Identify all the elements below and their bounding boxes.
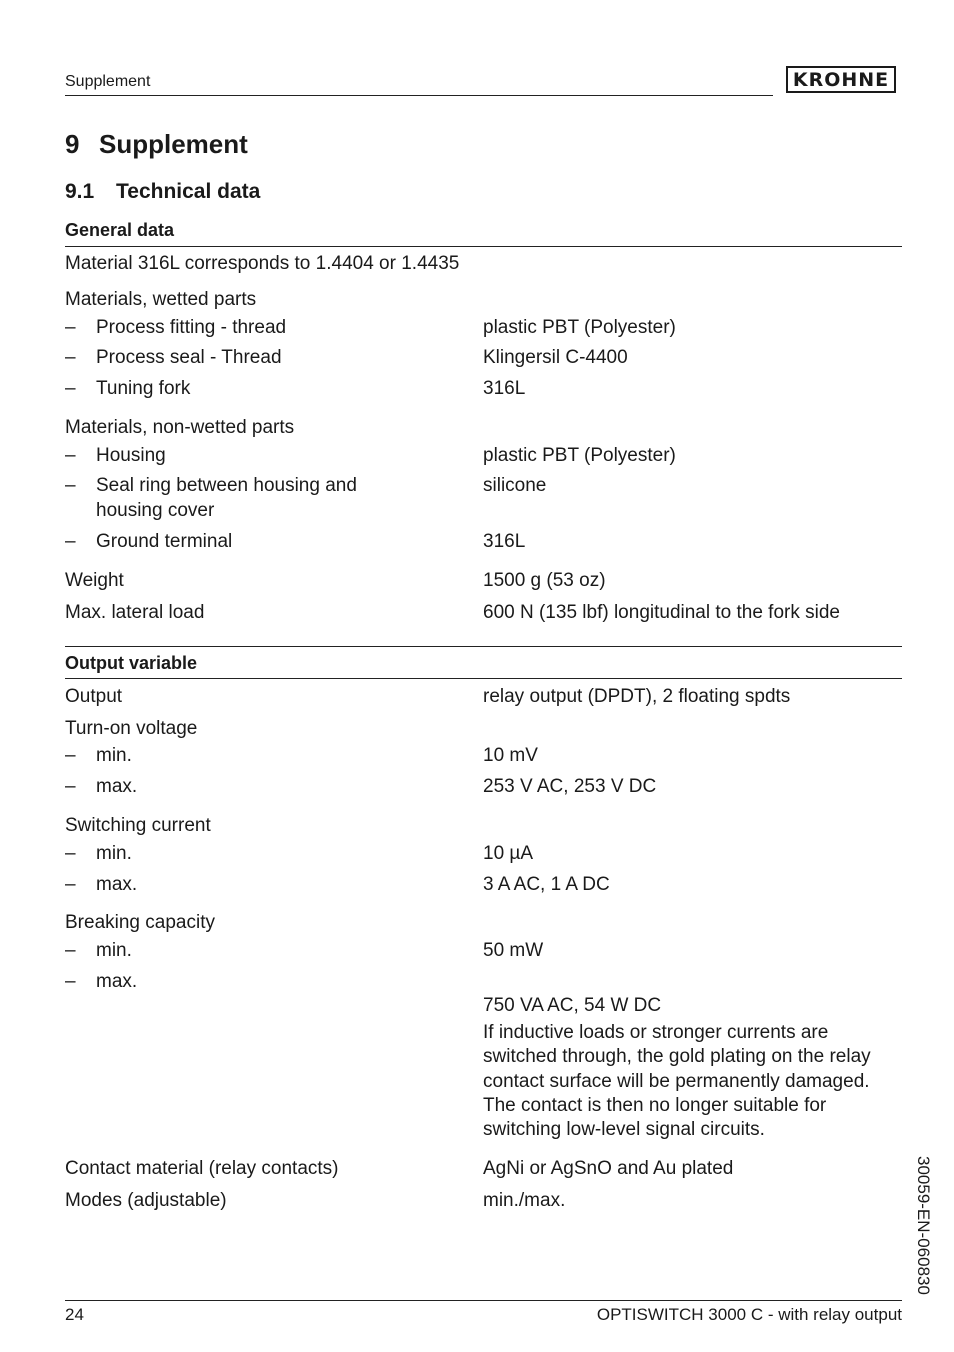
section-rule	[65, 246, 902, 247]
seal-ring-label-cont: housing cover	[96, 500, 215, 521]
list-dash: –	[65, 745, 76, 766]
chapter-number: 9	[65, 129, 80, 159]
chapter-heading	[65, 129, 248, 160]
turn-on-voltage-heading: Turn-on voltage	[65, 718, 198, 739]
process-seal-label: Process seal - Thread	[96, 347, 282, 368]
weight-label: Weight	[65, 570, 124, 591]
footer-rule	[65, 1300, 902, 1301]
ground-terminal-value: 316L	[483, 531, 526, 552]
switching-current-heading: Switching current	[65, 815, 211, 836]
switching-max-value: 3 A AC, 1 A DC	[483, 874, 610, 895]
section-number: 9.1	[65, 180, 95, 203]
section-rule	[65, 678, 902, 679]
process-fitting-value: plastic PBT (Polyester)	[483, 317, 676, 338]
breaking-note-line: The contact is then no longer suitable for	[483, 1095, 827, 1116]
section-heading	[65, 180, 260, 204]
turn-on-min-label: min.	[96, 745, 132, 766]
output-label: Output	[65, 686, 123, 707]
footer-product: OPTISWITCH 3000 C - with relay output	[596, 1305, 902, 1324]
running-header: Supplement	[65, 73, 151, 90]
krohne-logo: KROHNE	[786, 66, 896, 93]
breaking-note-line: switching low-level signal circuits.	[483, 1119, 765, 1140]
breaking-capacity-heading: Breaking capacity	[65, 912, 215, 933]
list-dash: –	[65, 940, 76, 961]
turn-on-max-value: 253 V AC, 253 V DC	[483, 776, 657, 797]
contact-material-value: AgNi or AgSnO and Au plated	[483, 1158, 734, 1179]
material-note: Material 316L corresponds to 1.4404 or 1.4435	[65, 253, 460, 274]
turn-on-max-label: max.	[96, 776, 138, 797]
switching-min-value: 10 µA	[483, 843, 534, 864]
breaking-max-value: 750 VA AC, 54 W DC	[483, 995, 662, 1016]
turn-on-min-value: 10 mV	[483, 745, 538, 766]
page-number: 24	[65, 1305, 84, 1324]
breaking-max-label: max.	[96, 971, 138, 992]
process-fitting-label: Process fitting - thread	[96, 317, 287, 338]
lateral-load-label: Max. lateral load	[65, 602, 205, 623]
header-rule	[65, 95, 773, 96]
list-dash: –	[65, 445, 76, 466]
output-value: relay output (DPDT), 2 floating spdts	[483, 686, 791, 707]
process-seal-value: Klingersil C-4400	[483, 347, 628, 368]
lateral-load-value: 600 N (135 lbf) longitudinal to the fork side	[483, 602, 840, 623]
wetted-parts-heading: Materials, wetted parts	[65, 289, 257, 310]
list-dash: –	[65, 347, 76, 368]
housing-value: plastic PBT (Polyester)	[483, 445, 676, 466]
chapter-title: Supplement	[99, 129, 248, 159]
non-wetted-parts-heading: Materials, non-wetted parts	[65, 417, 295, 438]
breaking-note-line: switched through, the gold plating on the relay	[483, 1046, 871, 1067]
breaking-min-value: 50 mW	[483, 940, 544, 961]
tuning-fork-label: Tuning fork	[96, 378, 191, 399]
contact-material-label: Contact material (relay contacts)	[65, 1158, 339, 1179]
list-dash: –	[65, 971, 76, 992]
housing-label: Housing	[96, 445, 166, 466]
list-dash: –	[65, 843, 76, 864]
section-rule	[65, 646, 902, 647]
list-dash: –	[65, 874, 76, 895]
seal-ring-value: silicone	[483, 475, 547, 496]
general-data-title: General data	[65, 220, 175, 240]
breaking-note-line: If inductive loads or stronger currents are	[483, 1022, 829, 1043]
list-dash: –	[65, 776, 76, 797]
output-variable-title: Output variable	[65, 653, 198, 673]
list-dash: –	[65, 531, 76, 552]
list-dash: –	[65, 378, 76, 399]
list-dash: –	[65, 317, 76, 338]
switching-max-label: max.	[96, 874, 138, 895]
document-code: 30059-EN-060830	[914, 1156, 933, 1295]
list-dash: –	[65, 475, 76, 496]
seal-ring-label: Seal ring between housing and	[96, 475, 357, 496]
breaking-note-line: contact surface will be permanently damaged.	[483, 1071, 870, 1092]
switching-min-label: min.	[96, 843, 132, 864]
weight-value: 1500 g (53 oz)	[483, 570, 606, 591]
section-title: Technical data	[116, 180, 261, 203]
tuning-fork-value: 316L	[483, 378, 526, 399]
breaking-min-label: min.	[96, 940, 132, 961]
modes-value: min./max.	[483, 1190, 566, 1211]
ground-terminal-label: Ground terminal	[96, 531, 233, 552]
modes-label: Modes (adjustable)	[65, 1190, 227, 1211]
